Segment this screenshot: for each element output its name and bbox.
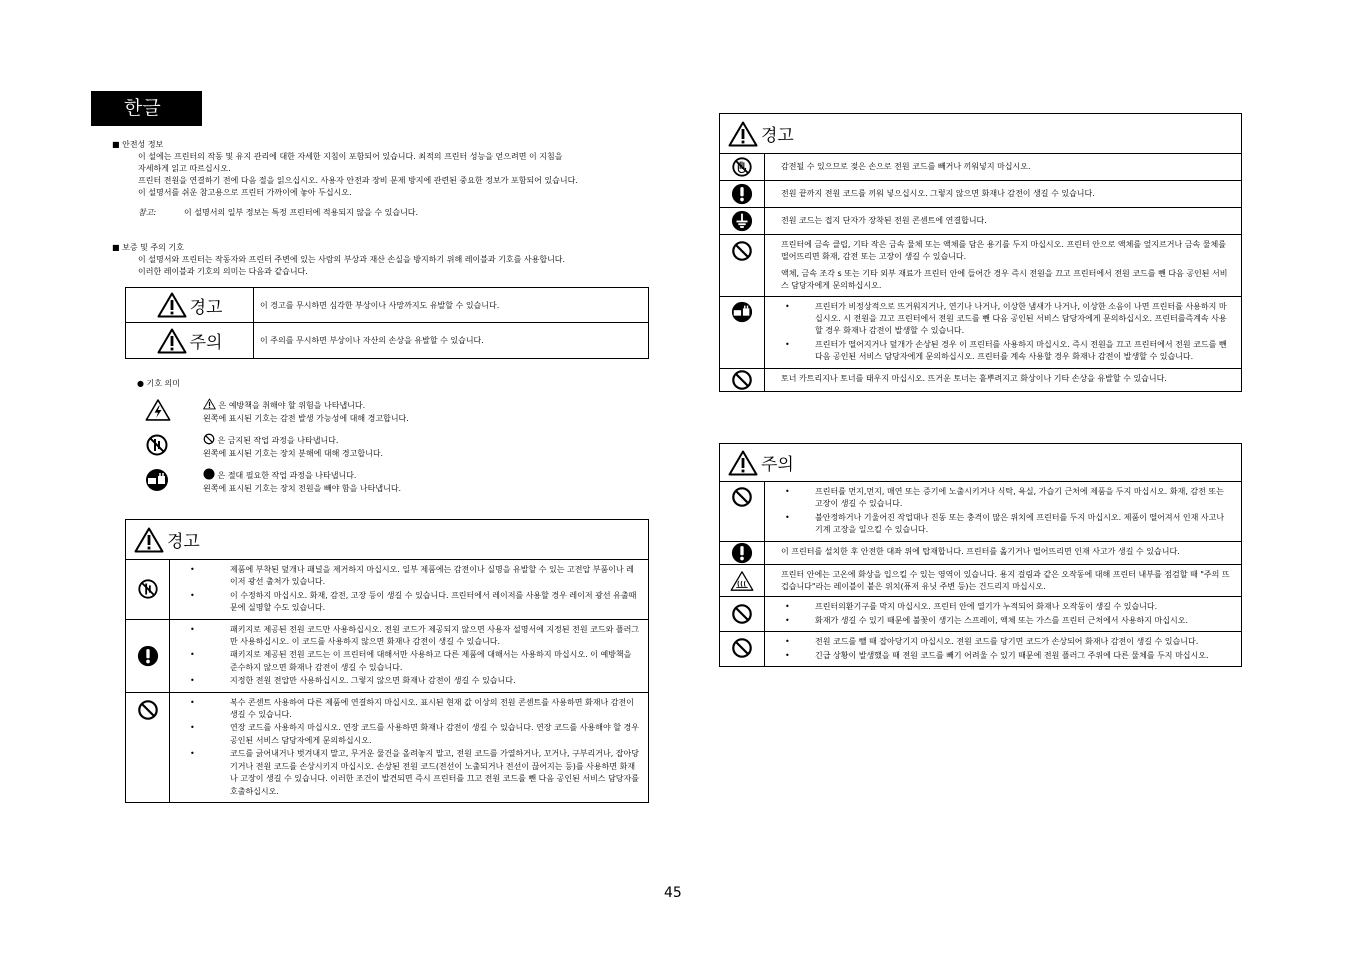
caution-row <box>720 632 1241 666</box>
ground-icon <box>731 210 753 232</box>
bullet-item: • 프린터가 떨어지거나 덮개가 손상된 경우 이 프린터를 사용하지 마십시오. 즉시 전원을 끄고 프린터에서 전원 코드를 뺀 다음 공인된 서비스 담당자에게 문의하십시오. 프린터를 계속 사용할 경우 화재나 감전이 발생할 수 있습니다. <box>775 339 1233 364</box>
legend-label: 주의 <box>189 333 223 353</box>
bullet-item: • 지정한 전원 전압만 사용하십시오. 그렇지 않으면 화재나 감전이 생길 수 있습니다. <box>180 675 640 687</box>
caution-title: 주의 <box>761 455 794 475</box>
symbol-line2: 왼쪽에 표시된 기호는 장치 분해에 대해 경고합니다. <box>203 448 384 458</box>
warning-row <box>720 235 1241 297</box>
row-text: 프린터에 금속 클립, 기타 작은 금속 물체 또는 액체를 담은 용기를 두지 마십시오. 프린터 안으로 액체를 엎지르거나 금속 물체를 떨어뜨리면 화재, 감전 또는 고장이 생길 수 있습니다. <box>781 240 1226 262</box>
safety-line: 이 설명서를 쉬운 참고용으로 프린터 가까이에 놓아 두십시오. <box>138 188 352 197</box>
no-disassembly-icon <box>137 578 159 600</box>
warning-triangle-icon <box>134 527 164 553</box>
safety-line: 이 설에는 프린터의 작동 및 유지 관리에 대한 자세한 지침이 포함되어 있습니다. 최적의 프린터 성능을 얻으려면 이 지침을 <box>138 152 563 161</box>
prohibited-icon <box>731 369 753 391</box>
caution-row <box>720 482 1241 542</box>
labels-line: 이 설명서와 프린터는 작동자와 프린터 주변에 있는 사람의 부상과 재산 손실을 방지하기 위해 레이블과 기호를 사용합니다. <box>138 255 566 264</box>
mandatory-icon <box>731 183 753 205</box>
symbol-line2: 왼쪽에 표시된 기호는 감전 발생 가능성에 대해 경고합니다. <box>203 413 409 423</box>
bullet-item: • 프린터가 비정상적으로 뜨거워지거나, 연기나 나거나, 이상한 냄새가 나거나, 이상한 소음이 나면 프린터를 사용하지 마십시오. 시 전원을 끄고 프린터에서 전원 코드를 뺀 다음 공인된 서비스 담당자에게 문의하십시오. 프린터를즉계속 사용할 경우 화재나 감전이 발생할 수 있습니다. <box>775 301 1233 338</box>
row-text: 프린터 안에는 고온에 화상을 입으킬 수 있는 영역이 있습니다. 용지 걸림과 같은 오작동에 대해 프린터 내부를 점검할 때 "주의 뜨겁습니다"라는 레이블이 붙은 위치(퓨저 유닛 주변 등)는 건드리지 마십시오. <box>781 569 1230 592</box>
note-key: 참고: <box>138 208 157 217</box>
safety-line: 프린터 전원을 연결하기 전에 다음 절을 읽으십시오. 사용자 안전과 장비 문제 방지에 관련된 중요한 정보가 포함되어 있습니다. <box>138 176 578 185</box>
legend-label: 경고 <box>189 297 223 318</box>
caution-header <box>720 444 1241 482</box>
bullet-item: • 연장 코드를 사용하지 마십시오. 연장 코드를 사용하면 화재나 감전이 생길 수 있습니다. 연장 코드를 사용해야 할 경우 공인된 서비스 담당자에게 문의하십시오. <box>180 722 640 747</box>
warning-triangle-icon <box>157 328 187 354</box>
prohibited-icon <box>731 240 753 262</box>
labels-line: 이러한 레이블과 기호의 의미는 다음과 같습니다. <box>138 267 308 276</box>
bullet-item: • 긴급 상황이 발생했을 때 전원 코드를 빼기 어려울 수 있기 때문에 전원 플러그 주위에 다른 물체를 두지 마십시오. <box>775 650 1233 662</box>
bullet-item: • 패키지로 제공된 전원 코드는 이 프린터에 대해서만 사용하고 다른 제품에 대해서는 사용하지 마십시오. 이 예방책을 준수하지 않으면 화재나 감전이 생길 수 있습니다. <box>180 649 640 674</box>
bullet-item: • 프린터의환기구를 막지 마십시오. 프린터 안에 열기가 누적되어 화재나 오작동이 생길 수 있습니다. <box>775 601 1233 613</box>
legend-row-caution <box>126 323 648 358</box>
safety-info-heading: ■ 안전성 정보 <box>112 140 164 149</box>
symbol-line1: 은 금지된 작업 과정을 나타냅니다. <box>217 436 339 445</box>
no-disassembly-icon <box>145 433 169 457</box>
warning-triangle-icon <box>203 398 216 410</box>
warning-row <box>126 560 648 620</box>
warning-triangle-icon <box>728 450 758 476</box>
symbol-item <box>145 398 409 426</box>
triangle-shock-icon <box>145 398 171 422</box>
bullet-item: • 전원 코드를 뺄 때 잡아당기지 마십시오. 전원 코드를 당기면 코드가 손상되어 화재나 감전이 생길 수 있습니다. <box>775 636 1233 648</box>
bullet-item: • 이 수정하지 마십시오. 화재, 감전, 고장 등이 생길 수 있습니다. 프린터에서 레이저를 사용할 경우 레이저 광선 유출때문에 실명할 수도 있습니다. <box>180 590 640 615</box>
safety-info-section <box>112 139 692 219</box>
bullet-item: • 화재가 생길 수 있기 때문에 불꽃이 생기는 스프레이, 액체 또는 가스를 프린터 근처에서 사용하지 마십시오. <box>775 615 1233 627</box>
unplug-icon <box>731 301 753 323</box>
no-wet-hands-icon <box>731 156 753 178</box>
hot-surface-icon <box>730 570 754 592</box>
legend-table <box>125 287 649 359</box>
prohibited-icon <box>731 637 753 659</box>
row-text: 액체, 금속 조각 s 또는 기타 외부 재료가 프린터 안에 들어간 경우 즉시 전원을 끄고 프린터에서 전원 코드를 뺀 다음 공인된 서비스 담당자에게 문의하십시오. <box>781 268 1228 291</box>
labels-heading: ■ 보증 및 주의 기호 <box>112 243 184 252</box>
note-text: 이 설명서의 일부 정보는 특정 프린터에 적용되지 않을 수 있습니다. <box>184 208 419 217</box>
symbol-line1: 은 예방책을 취해야 할 위험을 나타냅니다. <box>218 401 366 410</box>
left-warning-box <box>125 519 649 803</box>
warning-row <box>720 154 1241 181</box>
warning-row <box>126 620 648 693</box>
warning-row <box>720 297 1241 369</box>
prohibited-icon <box>137 699 159 721</box>
symbol-item <box>145 468 401 496</box>
bullet-item: • 패키지로 제공된 전원 코드만 사용하십시오. 전원 코드가 제공되지 않으면 사용자 설명서에 지정된 전원 코드와 플러그만 사용하십시오. 이 코드를 사용하지 않으면 화재나 감전이 생길 수 있습니다. <box>180 624 640 649</box>
warning-triangle-icon <box>728 121 758 147</box>
warning-header <box>126 520 648 560</box>
caution-row <box>720 542 1241 565</box>
safety-line: 자세하게 읽고 따르십시오. <box>138 164 231 173</box>
prohibited-icon <box>203 433 215 445</box>
labels-section <box>112 242 692 278</box>
warning-row <box>720 208 1241 235</box>
unplug-icon <box>145 468 169 492</box>
warning-row <box>720 369 1241 391</box>
legend-row-warning <box>126 288 648 323</box>
prohibited-icon <box>731 486 753 508</box>
legend-desc: 이 주의를 무시하면 부상이나 자산의 손상을 유발할 수 있습니다. <box>260 336 484 345</box>
caution-row <box>720 565 1241 598</box>
bullet-item: • 프린터를 먼지,먼지, 매연 또는 증기에 노출시키거나 식탁, 욕실, 가습기 근처에 제품을 두지 마십시오. 화재, 감전 또는 고장이 생길 수 있습니다. <box>775 486 1233 511</box>
row-text: 전원 끝까지 전원 코드를 끼워 넣으십시오. 그렇지 않으면 화재나 감전이 생길 수 있습니다. <box>781 189 1095 199</box>
legend-desc: 이 경고를 무시하면 심각한 부상이나 사망까지도 유발할 수 있습니다. <box>260 300 500 310</box>
bullet-item: • 코드를 긁어내거나 벗겨내지 말고, 무거운 물건을 올려놓지 말고, 전원 코드를 가열하거나, 꼬거나, 구부리거나, 잡아당기거나 전원 코드를 손상시키지 마십시오. 손상된 전원 코드(전선이 노출되거나 전선이 끊어지는 등)를 사용하면 화재나 고장이 생길 수 있습니다. 이러한 조건이 발견되면 즉시 프린터를 끄고 전원 코드를 뺀 다음 공인된 서비스 담당자를 호출하십시오. <box>180 748 640 798</box>
bullet-item: • 불안정하거나 기울어진 작업대나 진동 또는 충격이 많은 위치에 프린터를 두지 마십시오. 제품이 떨어져서 인재 사고나 기계 고장을 일으킬 수 있습니다. <box>775 512 1233 537</box>
page-number: 45 <box>664 885 682 901</box>
bullet-item: • 복수 콘센트 사용하여 다른 제품에 연결하지 마십시오. 표시된 현재 값 이상의 전원 콘센트를 사용하면 화재나 감전이 생길 수 있습니다. <box>180 697 640 722</box>
mandatory-icon <box>731 542 753 564</box>
right-warning-box <box>719 113 1242 392</box>
row-text: 이 프린터를 설치한 후 안전한 대좌 위에 탑재합니다. 프린터를 옮기거나 떨어뜨리면 인재 사고가 생길 수 있습니다. <box>781 546 1180 556</box>
prohibited-icon <box>731 603 753 625</box>
caution-row <box>720 597 1241 632</box>
warning-header <box>720 114 1241 154</box>
warning-title: 경고 <box>761 126 794 146</box>
warning-row <box>126 693 648 802</box>
symbol-line2: 왼쪽에 표시된 기호는 장치 전원을 빼야 함을 나타냅니다. <box>203 483 402 493</box>
warning-title: 경고 <box>167 532 200 552</box>
bullet-item: • 제품에 부착된 덮개나 패널을 제거하지 마십시오. 일부 제품에는 감전이나 실명을 유발할 수 있는 고전압 부품이나 레이저 광선 출처가 있습니다. <box>180 564 640 589</box>
row-text: 전원 코드는 접지 단자가 장착된 전원 콘센트에 연결합니다. <box>781 216 987 226</box>
warning-row <box>720 181 1241 208</box>
right-caution-box <box>719 443 1242 667</box>
symbols-heading: ● 기호 의미 <box>137 379 180 388</box>
language-tab: 한글 <box>91 91 202 126</box>
note <box>138 207 692 219</box>
symbol-line1: 은 절대 필요한 작업 과정을 나타냅니다. <box>217 471 357 480</box>
symbol-item <box>145 433 383 461</box>
row-text: 감전될 수 있으므로 젖은 손으로 전원 코드를 빼거나 끼워넣지 마십시오. <box>781 162 1031 172</box>
row-text: 토너 카트리지나 토너를 태우지 마십시오. 뜨거운 토너는 흩뿌려지고 화상이나 기타 손상을 유발할 수 있습니다. <box>781 373 1167 383</box>
mandatory-icon <box>137 645 159 667</box>
filled-circle-icon <box>203 468 215 480</box>
warning-triangle-icon <box>157 292 187 318</box>
